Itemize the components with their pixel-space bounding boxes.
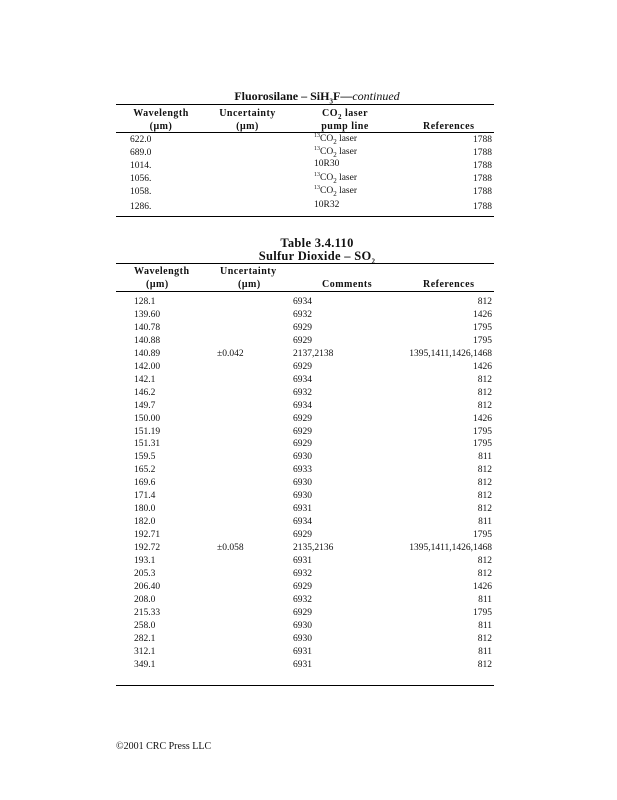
t2-row-comments: 6930	[293, 452, 312, 463]
t2-row-reference: 812	[477, 400, 492, 411]
t2-row-reference: 811	[478, 620, 492, 631]
t1-row-reference: 1788	[473, 187, 492, 197]
t2-row-reference: 1395,1411,1426,1468	[409, 348, 492, 359]
t2-header-comments: Comments	[322, 279, 373, 290]
t1-header-pump-a: $CO_2$ laser	[321, 108, 369, 121]
t1-row-wavelength: 1058.	[130, 187, 152, 197]
t1-header-wavelength-unit: (μm)	[149, 121, 173, 132]
t2-row-wavelength: 146.2	[134, 387, 156, 398]
t2-row-uncertainty: ±0.042	[217, 348, 244, 359]
table2-number: Table 3.4.110	[280, 236, 354, 250]
t2-row-comments: 6931	[293, 556, 312, 566]
t2-row-reference: 1426	[473, 361, 492, 372]
t1-row-pump: $^{13}CO_2$ laser	[314, 146, 358, 160]
t2-row-wavelength: 205.3	[134, 568, 156, 579]
t2-row-wavelength: 171.4	[134, 491, 156, 502]
t2-row-comments: 6934	[293, 517, 312, 528]
t2-row-wavelength: 208.0	[134, 594, 156, 605]
t1-header-references: References	[423, 121, 475, 132]
t2-row-reference: 811	[478, 452, 492, 463]
t2-row-comments: 2135,2136	[293, 543, 334, 554]
t2-row-wavelength: 142.00	[134, 361, 161, 372]
t2-row-comments: 6929	[293, 413, 312, 424]
t1-row-pump: $^{13}CO_2$ laser	[314, 185, 358, 199]
t2-header-uncertainty-unit: (μm)	[238, 279, 261, 290]
t2-row-wavelength: 139.60	[134, 309, 161, 320]
t2-row-wavelength: 312.1	[134, 646, 156, 657]
t1-row-wavelength: 1286.	[130, 202, 152, 212]
t2-row-uncertainty: ±0.058	[217, 543, 244, 554]
t2-row-reference: 1426	[473, 309, 492, 320]
t2-row-reference: 811	[478, 517, 492, 528]
t1-row-reference: 1788	[473, 135, 492, 145]
t2-row-reference: 1795	[473, 607, 492, 618]
t2-row-reference: 812	[477, 504, 492, 515]
t1-row-wavelength: 622.0	[130, 135, 152, 145]
t2-row-comments: 6930	[293, 620, 312, 631]
t2-row-comments: 6929	[293, 361, 312, 372]
t2-row-comments: 2137,2138	[293, 348, 334, 359]
t1-header-uncertainty: Uncertainty	[219, 108, 276, 119]
t2-row-comments: 6929	[293, 335, 312, 346]
table2-bottom-rule	[116, 685, 494, 686]
t2-row-reference: 1795	[473, 426, 492, 437]
table1-bottom-rule	[116, 216, 494, 217]
t1-row-pump: $^{13}CO_2$ laser	[314, 133, 358, 147]
table2-header-rule	[116, 291, 494, 292]
t2-row-wavelength: 169.6	[134, 478, 156, 489]
t2-row-wavelength: 206.40	[134, 581, 161, 592]
t1-row-wavelength: 689.0	[130, 148, 152, 158]
t1-row-wavelength: 1056.	[130, 174, 152, 184]
t2-row-wavelength: 192.72	[134, 543, 161, 554]
table1-top-rule	[116, 104, 494, 105]
t2-row-wavelength: 349.1	[134, 659, 156, 670]
t2-row-reference: 1795	[473, 322, 492, 333]
t2-row-wavelength: 151.19	[134, 426, 161, 437]
t1-header-pump-b: pump line	[321, 121, 369, 132]
t2-row-reference: 812	[477, 568, 492, 579]
t2-row-comments: 6933	[293, 465, 312, 476]
t2-row-wavelength: 151.31	[134, 439, 161, 450]
t2-row-comments: 6930	[293, 478, 312, 489]
t2-row-wavelength: 258.0	[134, 620, 156, 631]
t2-row-wavelength: 140.89	[134, 348, 161, 359]
t2-row-reference: 811	[478, 646, 492, 657]
t2-row-comments: 6931	[293, 659, 312, 670]
t2-row-reference: 812	[477, 556, 492, 566]
t1-row-pump: 10R32	[314, 200, 340, 210]
t2-row-wavelength: 282.1	[134, 633, 156, 644]
t1-header-uncertainty-unit: (μm)	[236, 121, 259, 132]
t2-row-comments: 6929	[293, 581, 312, 592]
table1-header-rule	[116, 132, 494, 133]
t2-row-comments: 6932	[293, 594, 312, 605]
t2-row-wavelength: 192.71	[134, 530, 161, 541]
table2-top-rule	[116, 263, 494, 264]
t2-header-wavelength-unit: (μm)	[146, 279, 169, 290]
t2-row-comments: 6934	[293, 374, 312, 385]
t2-row-comments: 6931	[293, 646, 312, 657]
t1-row-reference: 1788	[473, 174, 492, 184]
t2-row-reference: 812	[477, 659, 492, 670]
t2-row-comments: 6932	[293, 309, 312, 320]
t2-row-reference: 1426	[473, 413, 492, 424]
t2-header-uncertainty: Uncertainty	[220, 266, 277, 277]
t2-row-wavelength: 182.0	[134, 517, 156, 528]
t2-row-comments: 6929	[293, 426, 312, 437]
copyright-footer: ©2001 CRC Press LLC	[116, 741, 212, 752]
t2-row-wavelength: 159.5	[134, 452, 156, 463]
t2-row-reference: 812	[477, 633, 492, 644]
t2-row-comments: 6930	[293, 491, 312, 502]
t1-row-reference: 1788	[473, 161, 492, 171]
t2-header-references: References	[423, 279, 475, 290]
t2-row-comments: 6932	[293, 568, 312, 579]
t1-row-wavelength: 1014.	[130, 161, 152, 171]
t2-row-comments: 6929	[293, 439, 312, 450]
t2-row-wavelength: 149.7	[134, 400, 156, 411]
t2-row-wavelength: 140.78	[134, 322, 161, 333]
t2-row-wavelength: 180.0	[134, 504, 156, 515]
t2-row-reference: 812	[477, 297, 492, 307]
t2-row-comments: 6930	[293, 633, 312, 644]
t2-row-wavelength: 142.1	[134, 374, 156, 385]
t2-row-reference: 812	[477, 387, 492, 398]
t2-row-wavelength: 193.1	[134, 556, 156, 566]
t1-row-reference: 1788	[473, 202, 492, 212]
t2-row-comments: 6934	[293, 400, 312, 411]
t2-row-comments: 6932	[293, 387, 312, 398]
t2-row-reference: 1795	[473, 530, 492, 541]
t2-row-wavelength: 150.00	[134, 413, 161, 424]
t1-row-pump: 10R30	[314, 159, 340, 169]
t2-row-wavelength: 215.33	[134, 607, 161, 618]
table2-title: Sulfur Dioxide – $SO_2$	[258, 249, 376, 266]
t2-row-reference: 812	[477, 478, 492, 489]
t1-row-pump: $^{13}CO_2$ laser	[314, 172, 358, 186]
t2-row-wavelength: 128.1	[134, 297, 156, 307]
t2-row-comments: 6931	[293, 504, 312, 515]
t2-row-reference: 812	[477, 491, 492, 502]
t2-row-comments: 6934	[293, 297, 312, 307]
t2-row-wavelength: 165.2	[134, 465, 156, 476]
table1-title: Fluorosilane – SiH$_3$F—continued	[234, 89, 400, 106]
t2-row-reference: 1426	[473, 581, 492, 592]
t2-row-reference: 811	[478, 594, 492, 605]
t2-row-reference: 1795	[473, 439, 492, 450]
t2-row-wavelength: 140.88	[134, 335, 161, 346]
t2-header-wavelength: Wavelength	[134, 266, 190, 277]
t2-row-reference: 1395,1411,1426,1468	[409, 543, 492, 554]
t2-row-reference: 812	[477, 374, 492, 385]
t2-row-reference: 1795	[473, 335, 492, 346]
t2-row-comments: 6929	[293, 607, 312, 618]
t1-header-wavelength: Wavelength	[133, 108, 189, 119]
t1-row-reference: 1788	[473, 148, 492, 158]
t2-row-reference: 812	[477, 465, 492, 476]
t2-row-comments: 6929	[293, 530, 312, 541]
t2-row-comments: 6929	[293, 322, 312, 333]
